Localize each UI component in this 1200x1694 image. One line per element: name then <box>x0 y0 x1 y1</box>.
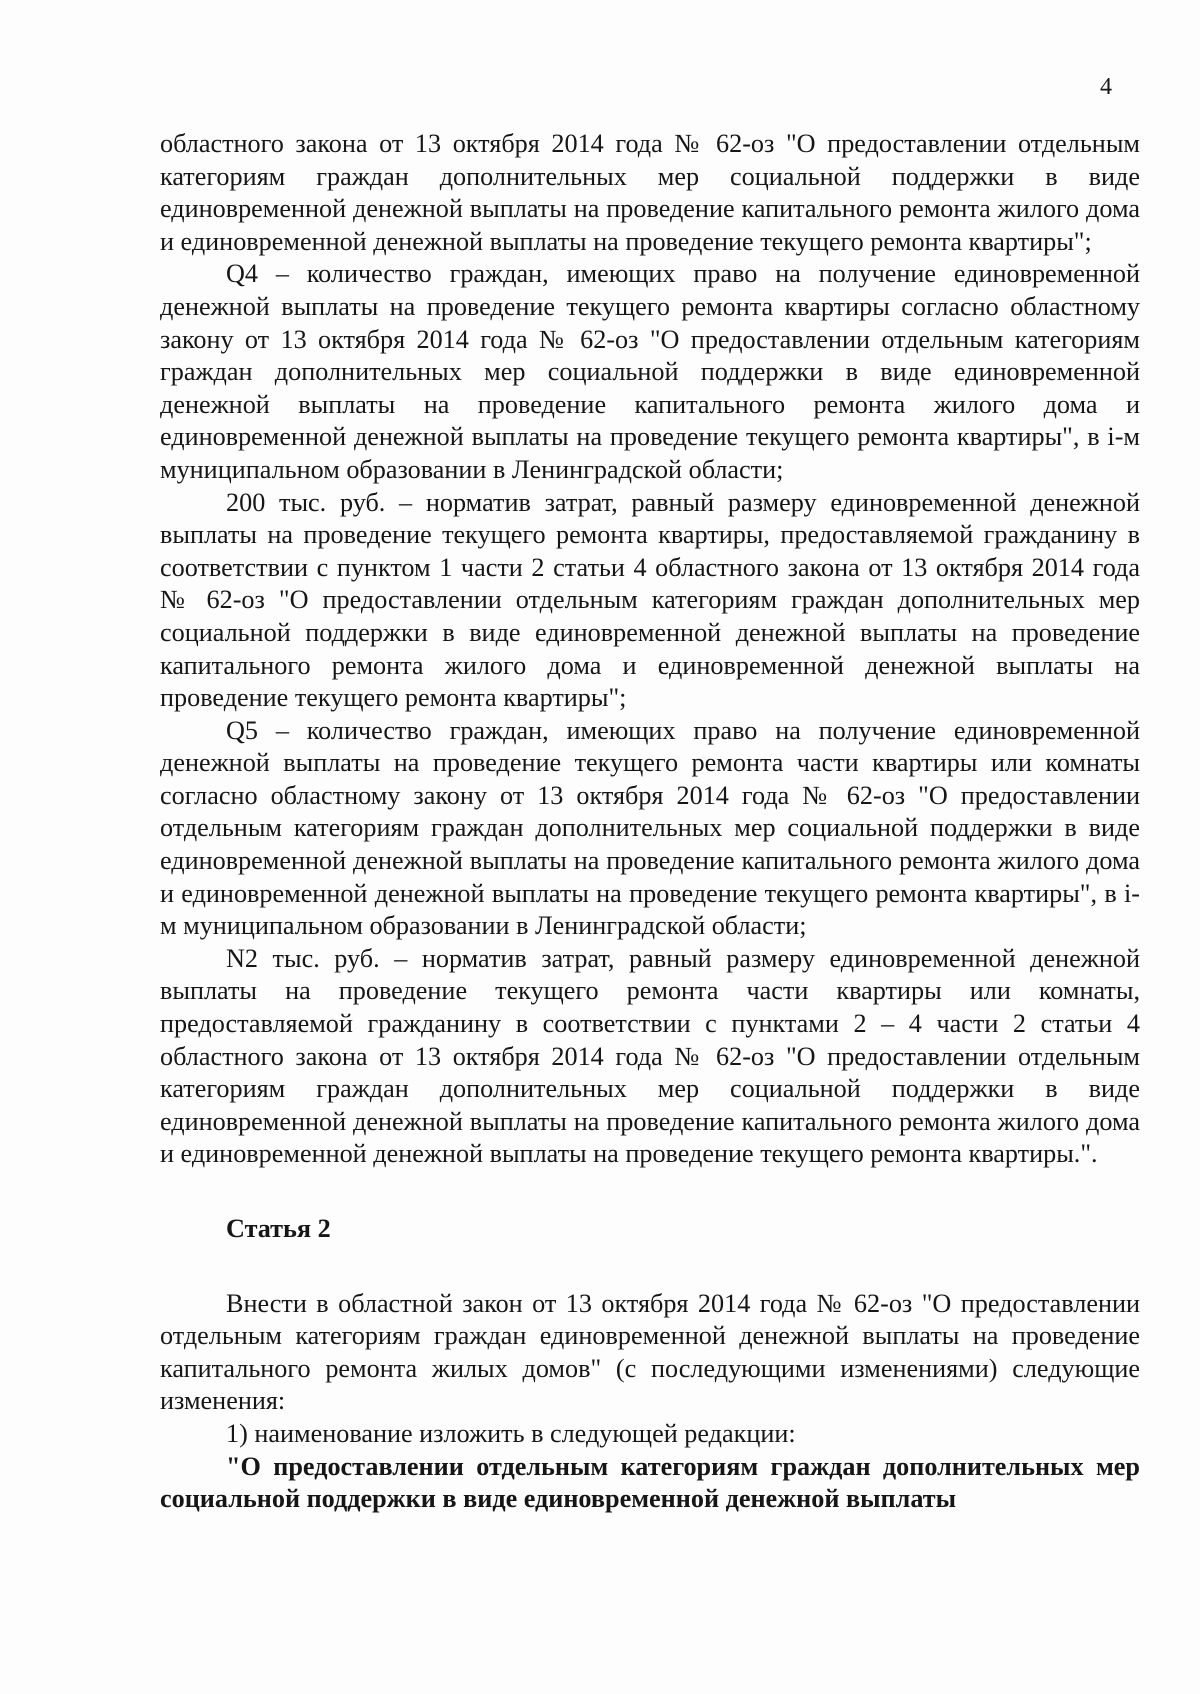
article-2-new-title: "О предоставлении отдельным категориям граждан дополнительных мер социальной поддержки в виде единовременной денежной выплаты <box>160 1451 1140 1514</box>
paragraph-200k-norm: 200 тыс. руб. – норматив затрат, равный размеру единовременной денежной выплаты на проведение текущего ремонта квартиры, предоставляемой гражданину в соответствии с пунктом 1 части 2 статьи 4 областного закона от 13 октября 2014 года № 62-оз "О предоставлении отдельным категориям граждан дополнительных мер социальной поддержки в виде единовременной денежной выплаты на проведение капитального ремонта жилого дома и единовременной денежной выплаты на проведение текущего ремонта квартиры"; <box>160 487 1140 713</box>
page-number: 4 <box>1100 74 1112 100</box>
paragraph-q5-definition: Q5 – количество граждан, имеющих право на получение единовременной денежной выплаты на проведение текущего ремонта части квартиры или комнаты согласно областному закону от 13 октября 2014 года № 62-оз "О предоставлении отдельным категориям граждан дополнительных мер социальной поддержки в виде единовременной денежной выплаты на проведение капитального ремонта жилого дома и единовременной денежной выплаты на проведение текущего ремонта квартиры", в i-м муниципальном образовании в Ленинградской области; <box>160 715 1140 941</box>
paragraph-q4-definition: Q4 – количество граждан, имеющих право на получение единовременной денежной выплаты на проведение текущего ремонта квартиры согласно областному закону от 13 октября 2014 года № 62-оз "О предоставлении отдельным категориям граждан дополнительных мер социальной поддержки в виде единовременной денежной выплаты на проведение капитального ремонта жилого дома и единовременной денежной выплаты на проведение текущего ремонта квартиры", в i-м муниципальном образовании в Ленинградской области; <box>160 259 1140 484</box>
article-2-item-1: 1) наименование изложить в следующей редакции: <box>226 1418 796 1448</box>
article-2-heading: Статья 2 <box>226 1214 331 1243</box>
document-body <box>160 128 1140 1516</box>
paragraph-continuation: областного закона от 13 октября 2014 года № 62-оз "О предоставлении отдельным категориям граждан дополнительных мер социальной поддержки в виде единовременной денежной выплаты на проведение капитального ремонта жилого дома и единовременной денежной выплаты на проведение текущего ремонта квартиры"; <box>160 129 1140 256</box>
paragraph-n2-norm: N2 тыс. руб. – норматив затрат, равный размеру единовременной денежной выплаты на проведение текущего ремонта части квартиры или комнаты, предоставляемой гражданину в соответствии с пунктами 2 – 4 части 2 статьи 4 областного закона от 13 октября 2014 года № 62-оз "О предоставлении отдельным категориям граждан дополнительных мер социальной поддержки в виде единовременной денежной выплаты на проведение капитального ремонта жилого дома и единовременной денежной выплаты на проведение текущего ремонта квартиры.". <box>160 943 1140 1169</box>
article-2-intro: Внести в областной закон от 13 октября 2014 года № 62-оз "О предоставлении отдельным категориям граждан единовременной денежной выплаты на проведение капитального ремонта жилых домов" (с последующими изменениями) следующие изменения: <box>160 1288 1140 1416</box>
